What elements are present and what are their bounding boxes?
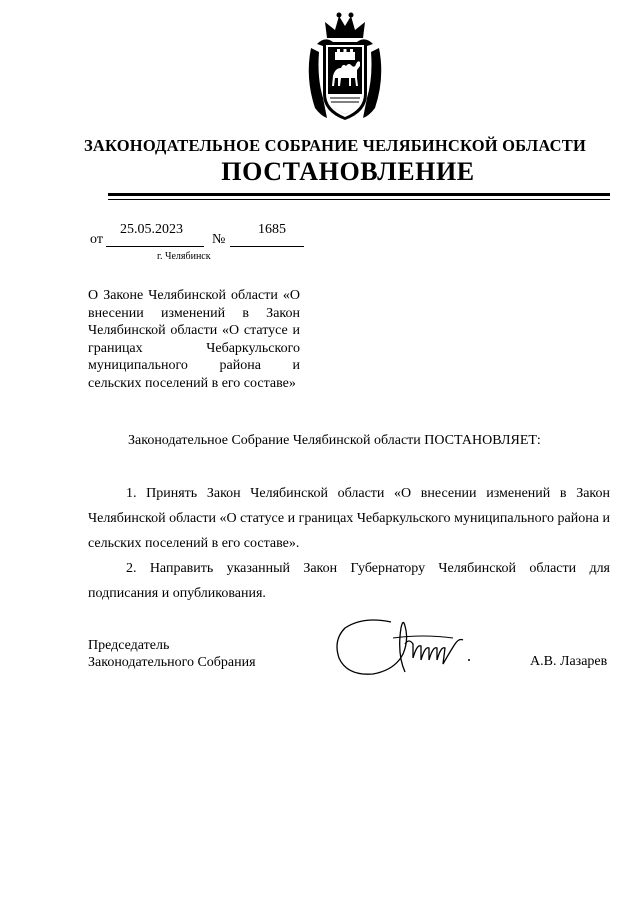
- header-rule-thin: [108, 199, 610, 200]
- resolution-item: 2. Направить указанный Закон Губернатору Челябинской области для подписания и опубликования.: [88, 561, 610, 601]
- handwritten-signature-icon: [333, 614, 483, 682]
- signatory-position-line: Законодательного Собрания: [88, 655, 256, 670]
- document-number: 1685: [258, 222, 286, 237]
- date-prefix-label: от: [90, 232, 103, 247]
- resolution-items: [88, 481, 610, 606]
- document-subject: О Законе Челябинской области «О внесении изменений в Закон Челябинской области «О статусе и границах Чебаркульского муниципального района и сельских поселений в его составе»: [88, 288, 300, 391]
- date-underline: [106, 246, 204, 247]
- signatory-position: [88, 637, 256, 671]
- document-date: 25.05.2023: [120, 222, 183, 237]
- header-rule-thick: [108, 193, 610, 196]
- document-type-heading: ПОСТАНОВЛЕНИЕ: [221, 157, 475, 186]
- number-prefix-label: №: [212, 232, 226, 247]
- preamble: Законодательное Собрание Челябинской области ПОСТАНОВЛЯЕТ:: [128, 433, 541, 448]
- coat-of-arms-icon: [305, 8, 385, 126]
- number-underline: [230, 246, 304, 247]
- city-label: г. Челябинск: [157, 251, 211, 262]
- organization-title: ЗАКОНОДАТЕЛЬНОЕ СОБРАНИЕ ЧЕЛЯБИНСКОЙ ОБЛАСТИ: [83, 136, 587, 155]
- signatory-position-line: Председатель: [88, 638, 170, 653]
- resolution-item: 1. Принять Закон Челябинской области «О внесении изменений в Закон Челябинской области «О статусе и границах Чебаркульского муниципального района и сельских поселений в его составе».: [88, 486, 610, 551]
- signatory-name: А.В. Лазарев: [530, 654, 608, 669]
